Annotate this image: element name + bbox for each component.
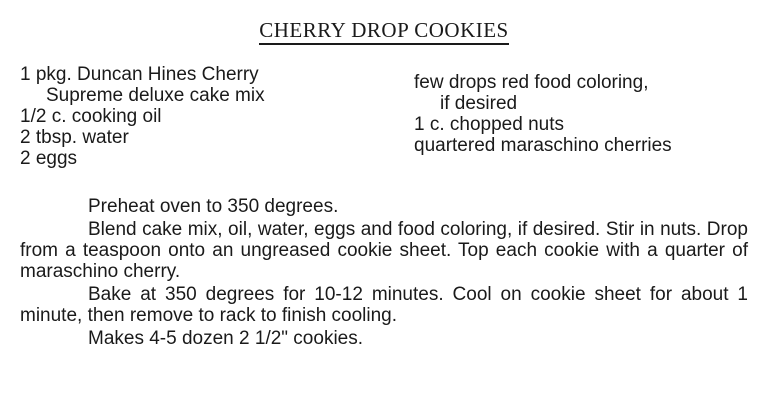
ingredient-line: Supreme deluxe cake mix [46,85,265,106]
ingredient-line: 1 pkg. Duncan Hines Cherry [20,64,259,85]
directions [20,196,748,349]
ingredient-line: few drops red food coloring, [414,72,649,93]
ingredient-line: if desired [440,93,518,114]
direction-paragraph: Preheat oven to 350 degrees. [88,196,339,217]
ingredient-line: 2 tbsp. water [20,127,129,148]
ingredient-line: 2 eggs [20,148,78,169]
direction-paragraph: Makes 4-5 dozen 2 1/2" cookies. [88,328,364,349]
ingredient-line: 1/2 c. cooking oil [20,106,162,127]
recipe-title-text: CHERRY DROP COOKIES [259,18,508,45]
direction-paragraph: Blend cake mix, oil, water, eggs and food coloring, if desired. Stir in nuts. Drop from a teaspoon onto an ungreased cookie sheet. Top each cookie with a quarter of maraschino cherry. [20,219,748,282]
ingredients-right-column [414,72,764,156]
ingredients-left-column [20,64,400,169]
recipe-title [0,18,768,43]
ingredient-line: 1 c. chopped nuts [414,114,564,135]
direction-paragraph: Bake at 350 degrees for 10-12 minutes. Cool on cookie sheet for about 1 minute, then remove to rack to finish cooling. [20,284,748,326]
ingredient-line: quartered maraschino cherries [414,135,672,156]
